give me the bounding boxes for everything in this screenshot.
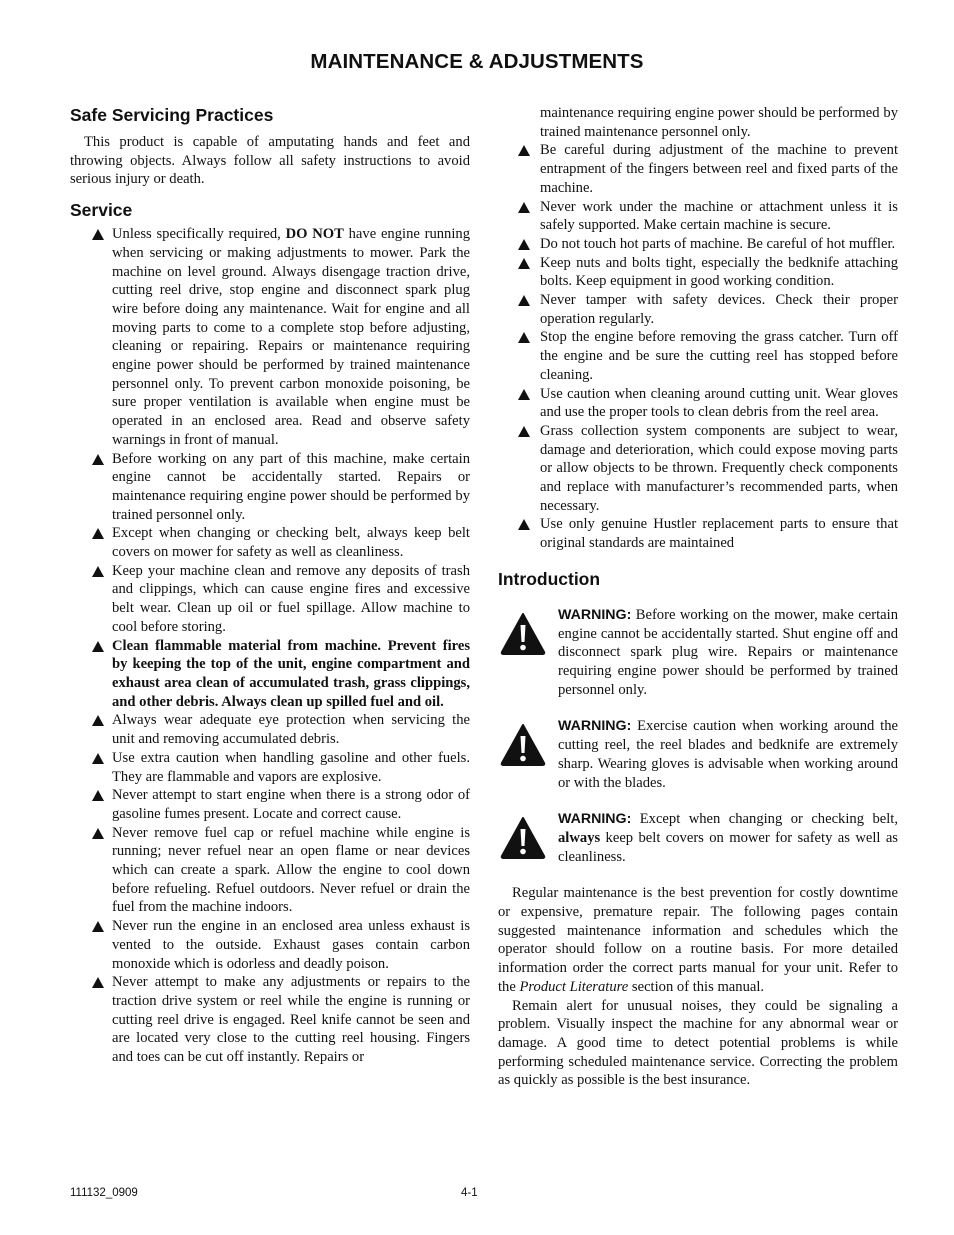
- triangle-bullet-icon: [518, 239, 530, 250]
- warning-label: WARNING:: [558, 718, 632, 735]
- service-item: Never run the engine in an enclosed area unless exhaust is vented to the outside. Exhaust gases contain carbon monoxide which is odorless and deadly poison.: [70, 917, 470, 973]
- triangle-bullet-icon: [518, 519, 530, 530]
- triangle-bullet-icon: [518, 295, 530, 306]
- safe-servicing-text: This product is capable of amputating hands and feet and throwing objects. Always follow all safety instructions to avoid serious injury or death.: [70, 134, 470, 188]
- warning-block: WARNING: Except when changing or checking belt, always keep belt covers on mower for safety as well as cleanliness.: [498, 810, 898, 866]
- service-item: Use only genuine Hustler replacement parts to ensure that original standards are maintained: [498, 515, 898, 552]
- triangle-bullet-icon: [518, 332, 530, 343]
- service-item: Except when changing or checking belt, always keep belt covers on mower for safety as well as cleanliness.: [70, 524, 470, 561]
- triangle-bullet-icon: [518, 426, 530, 437]
- triangle-bullet-icon: [92, 715, 104, 726]
- triangle-bullet-icon: [518, 145, 530, 156]
- introduction-heading: Introduction: [498, 568, 601, 589]
- right-column: [498, 104, 898, 1090]
- warning-icon: [500, 816, 546, 860]
- warning-label: WARNING:: [558, 606, 632, 623]
- service-item: Stop the engine before removing the grass catcher. Turn off the engine and be sure the cutting reel has stopped before cleaning.: [498, 328, 898, 384]
- triangle-bullet-icon: [92, 977, 104, 988]
- triangle-bullet-icon: [92, 921, 104, 932]
- service-item: Keep nuts and bolts tight, especially the bedknife attaching bolts. Keep equipment in good working condition.: [498, 254, 898, 291]
- warning-block: WARNING: Before working on the mower, make certain engine cannot be accidentally started. Shut engine off and disconnect spark plug wire. Repairs or maintenance requiring engine power should be performed by trained personnel only.: [498, 606, 898, 700]
- service-item: Keep your machine clean and remove any deposits of trash and clippings, which can cause engine fires and excessive belt wear. Clean up oil or fuel spillage. Allow machine to cool before storing.: [70, 562, 470, 637]
- service-list: [70, 225, 470, 1067]
- triangle-bullet-icon: [92, 454, 104, 465]
- service-item: Unless specifically required, DO NOT have engine running when servicing or making adjustments to mower. Park the machine on level ground. Always disengage traction drive, cutting reel drive, stop engine and disconnect spark plug wire before doing any maintenance. Wait for engine and all moving parts to come to a complete stop before adjusting, cleaning or repairing. Repairs or maintenance requiring engine power should be performed by trained maintenance personnel only. To prevent carbon monoxide poisoning, be sure proper ventilation is available when engine must be operated in an enclosed area. Read and observe safety warnings in front of manual.: [70, 225, 470, 449]
- triangle-bullet-icon: [92, 790, 104, 801]
- intro-paragraph: Remain alert for unusual noises, they could be signaling a problem. Visually inspect the machine for any abnormal wear or damage. A good time to detect potential problems is while performing scheduled maintenance service. Correcting the problem as quickly as possible is the best insurance.: [498, 997, 898, 1089]
- service-item-continued: maintenance requiring engine power should be performed by trained maintenance personnel only.: [540, 105, 898, 140]
- service-item: Before working on any part of this machine, make certain engine cannot be accidentally started. Repairs or maintenance requiring engine power should be performed by trained personnel only.: [70, 450, 470, 525]
- page-number: 4-1: [461, 1187, 478, 1199]
- service-item: Always wear adequate eye protection when servicing the unit and removing accumulated debris.: [70, 711, 470, 748]
- triangle-bullet-icon: [518, 258, 530, 269]
- service-item: Never work under the machine or attachment unless it is safely supported. Make certain machine is secure.: [498, 198, 898, 235]
- service-item: Be careful during adjustment of the machine to prevent entrapment of the fingers between reel and fixed parts of the machine.: [498, 141, 898, 197]
- triangle-bullet-icon: [518, 389, 530, 400]
- triangle-bullet-icon: [518, 202, 530, 213]
- service-list-continued: [498, 141, 898, 552]
- doc-number: 111132_0909: [70, 1187, 138, 1199]
- left-column: [70, 103, 470, 1067]
- service-item: Do not touch hot parts of machine. Be careful of hot muffler.: [498, 235, 898, 254]
- service-item: Never attempt to start engine when there is a strong odor of gasoline fumes present. Locate and correct cause.: [70, 786, 470, 823]
- warning-icon: [500, 723, 546, 767]
- warning-block: WARNING: Exercise caution when working around the cutting reel, the reel blades and bedknife are extremely sharp. Wearing gloves is advisable when working around or with the blades.: [498, 717, 898, 792]
- service-item: Never remove fuel cap or refuel machine while engine is running; never refuel near an open flame or near devices which can create a spark. Allow the engine to cool down before refueling. Refuel outdoors. Never refuel or drain the fuel from the machine indoors.: [70, 824, 470, 918]
- safe-servicing-heading: Safe Servicing Practices: [70, 105, 274, 125]
- triangle-bullet-icon: [92, 828, 104, 839]
- warning-label: WARNING:: [558, 811, 632, 828]
- warning-icon: [500, 612, 546, 656]
- triangle-bullet-icon: [92, 566, 104, 577]
- page-title: MAINTENANCE & ADJUSTMENTS: [310, 50, 644, 73]
- triangle-bullet-icon: [92, 753, 104, 764]
- service-item: Clean flammable material from machine. Prevent fires by keeping the top of the unit, engine compartment and exhaust area clean of accumulated trash, grass clippings, and other debris. Always clean up spilled fuel and oil.: [70, 637, 470, 712]
- service-item: Never tamper with safety devices. Check their proper operation regularly.: [498, 291, 898, 328]
- service-item: Never attempt to make any adjustments or repairs to the traction drive system or reel while the engine is running or cutting reel drive is engaged. Reel knife cannot be seen and are located very close to the cutting reel housing. Fingers and toes can be cut off instantly. Repairs or: [70, 973, 470, 1067]
- service-item: Grass collection system components are subject to wear, damage and deterioration, which could expose moving parts or allow objects to be thrown. Frequently check components and replace with manufacturer’s recommended parts, when necessary.: [498, 422, 898, 516]
- intro-paragraph: Regular maintenance is the best prevention for costly downtime or expensive, premature repair. The following pages contain suggested maintenance information and schedules which the operator should follow on a routine basis. For more detailed information order the correct parts manual for your unit. Refer to the Product Literature section of this manual.: [498, 885, 898, 995]
- triangle-bullet-icon: [92, 528, 104, 539]
- triangle-bullet-icon: [92, 641, 104, 652]
- service-heading: Service: [70, 200, 133, 221]
- service-item: Use caution when cleaning around cutting unit. Wear gloves and use the proper tools to clean debris from the reel area.: [498, 385, 898, 422]
- triangle-bullet-icon: [92, 229, 104, 240]
- service-item: Use extra caution when handling gasoline and other fuels. They are flammable and vapors are explosive.: [70, 749, 470, 786]
